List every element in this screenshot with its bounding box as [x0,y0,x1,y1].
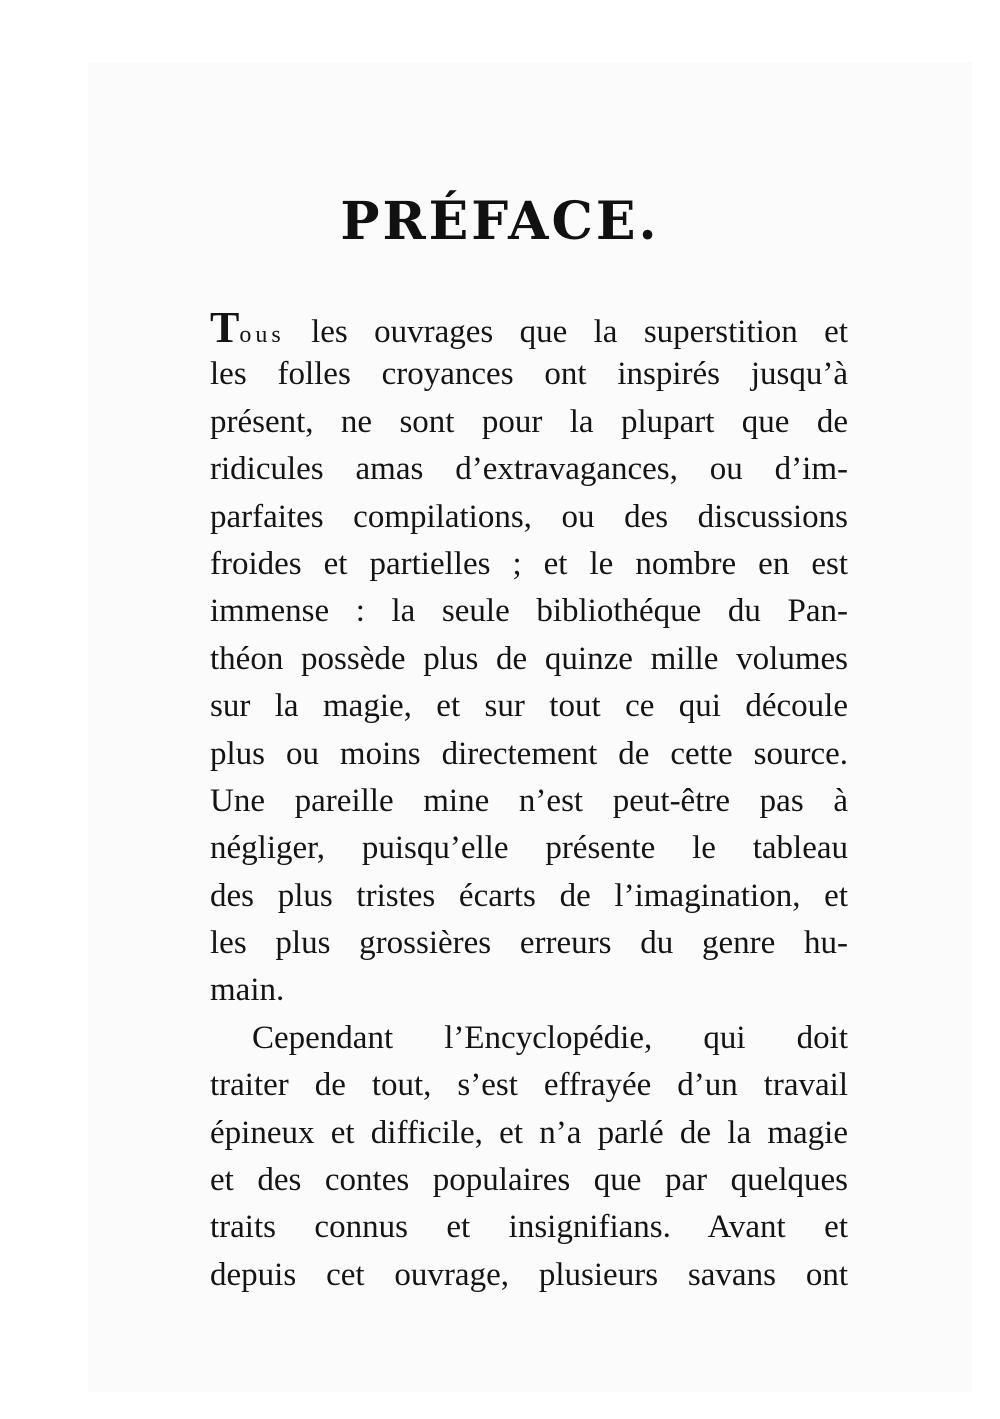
preface-body [210,304,848,1299]
text-line: parfaites compilations, ou des discussions [210,498,848,535]
text-line: traits connus et insignifians. Avant et [210,1209,848,1246]
text-line: les folles croyances ont inspirés jusqu’à [210,356,848,393]
text-line: depuis cet ouvrage, plusieurs savans ont [210,1256,848,1293]
text-line: ridicules amas d’extravagances, ou d’im- [210,451,848,488]
text-line: présent, ne sont pour la plupart que de [210,403,848,440]
text-line: froides et partielles ; et le nombre en est [210,545,848,582]
text-line: Une pareille mine n’est peut-être pas à [210,782,848,819]
text-line [210,304,848,351]
text-line: traiter de tout, s’est effrayée d’un travail [210,1067,848,1104]
line-text: les ouvrages que la superstition et [311,314,848,350]
drop-cap-continuation: ous [239,322,285,348]
text-line: et des contes populaires que par quelques [210,1162,848,1199]
text-line: théon possède plus de quinze mille volumes [210,640,848,677]
paragraph-2 [210,1015,848,1299]
drop-cap: T [210,303,240,352]
text-line: plus ou moins directement de cette source. [210,735,848,772]
text-line: Cependant l’Encyclopédie, qui doit [252,1019,848,1056]
text-line: main. [210,972,285,1009]
text-line: épineux et difficile, et n’a parlé de la magie [210,1114,848,1151]
text-line: les plus grossières erreurs du genre hu- [210,925,848,962]
text-line: négliger, puisqu’elle présente le tableau [210,830,848,867]
paragraph-1 [210,304,848,1015]
text-line: sur la magie, et sur tout ce qui découle [210,688,848,725]
text-line: des plus tristes écarts de l’imagination, et [210,877,848,914]
page-title: PRÉFACE. [340,191,660,252]
text-line: immense : la seule bibliothéque du Pan- [210,593,848,630]
